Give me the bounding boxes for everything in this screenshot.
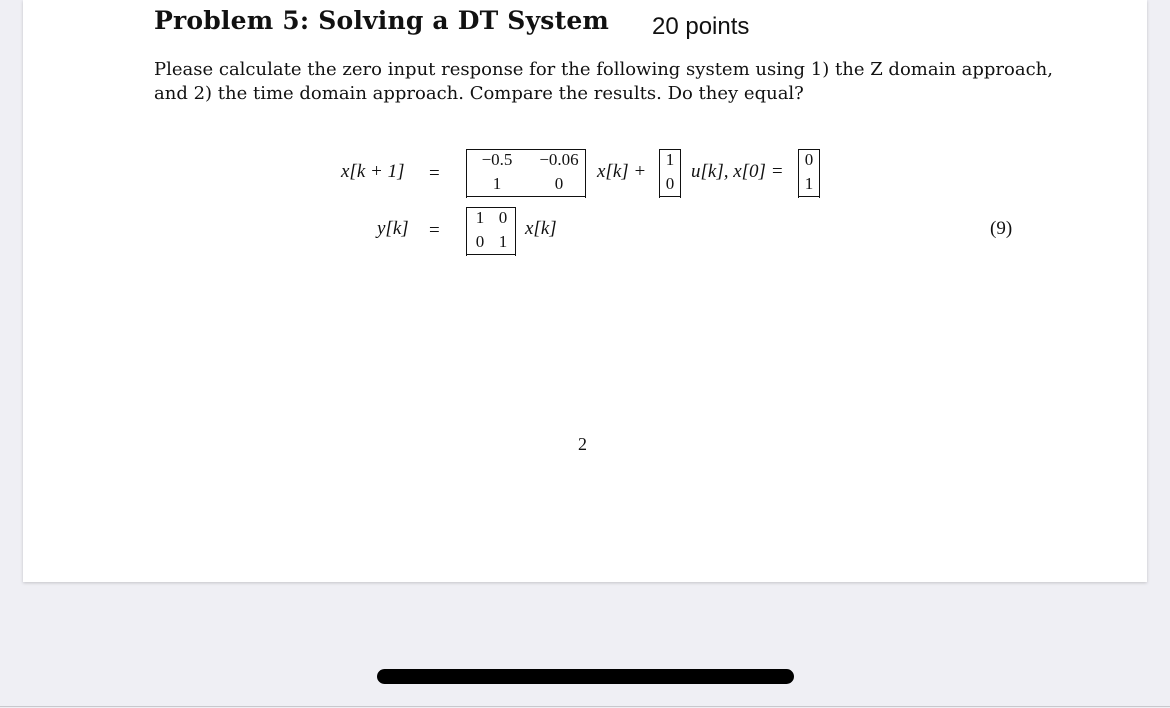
page-number: 2 [578, 434, 587, 454]
bottom-divider [0, 706, 1170, 707]
eq1-xk-plus: x[k] + [597, 161, 647, 182]
matrix-b-2: 0 [665, 174, 675, 193]
matrix-x0-2: 1 [804, 174, 814, 193]
matrix-x0-1: 0 [804, 150, 814, 169]
eq1-equals: = [429, 163, 440, 184]
problem-statement [154, 58, 1053, 106]
eq1-uk-x0: u[k], x[0] = [691, 161, 784, 182]
matrix-a [466, 149, 586, 197]
eq1-lhs: x[k + 1] [341, 161, 405, 182]
matrix-c [466, 207, 516, 255]
problem-statement-line-2: and 2) the time domain approach. Compare the results. Do they equal? [154, 83, 804, 104]
eq2-equals: = [429, 220, 440, 241]
problem-points: 20 points [652, 13, 750, 40]
matrix-b-1: 1 [665, 150, 675, 169]
matrix-x0 [798, 149, 820, 197]
home-indicator[interactable] [377, 669, 794, 684]
matrix-c-22: 1 [498, 232, 508, 251]
matrix-a-12: −0.06 [539, 150, 579, 169]
eq2-xk: x[k] [525, 218, 557, 239]
matrix-b [659, 149, 681, 197]
matrix-a-22: 0 [554, 174, 564, 193]
equation-number: (9) [990, 218, 1013, 239]
matrix-c-11: 1 [475, 208, 485, 227]
eq2-lhs: y[k] [377, 218, 409, 239]
document-page [23, 0, 1147, 582]
problem-title: Problem 5: Solving a DT System [154, 6, 610, 35]
matrix-c-12: 0 [498, 208, 508, 227]
problem-statement-line-1: Please calculate the zero input response for the following system using 1) the Z domain approach, [154, 59, 1053, 80]
matrix-a-21: 1 [492, 174, 502, 193]
matrix-c-21: 0 [475, 232, 485, 251]
matrix-a-11: −0.5 [481, 150, 513, 169]
